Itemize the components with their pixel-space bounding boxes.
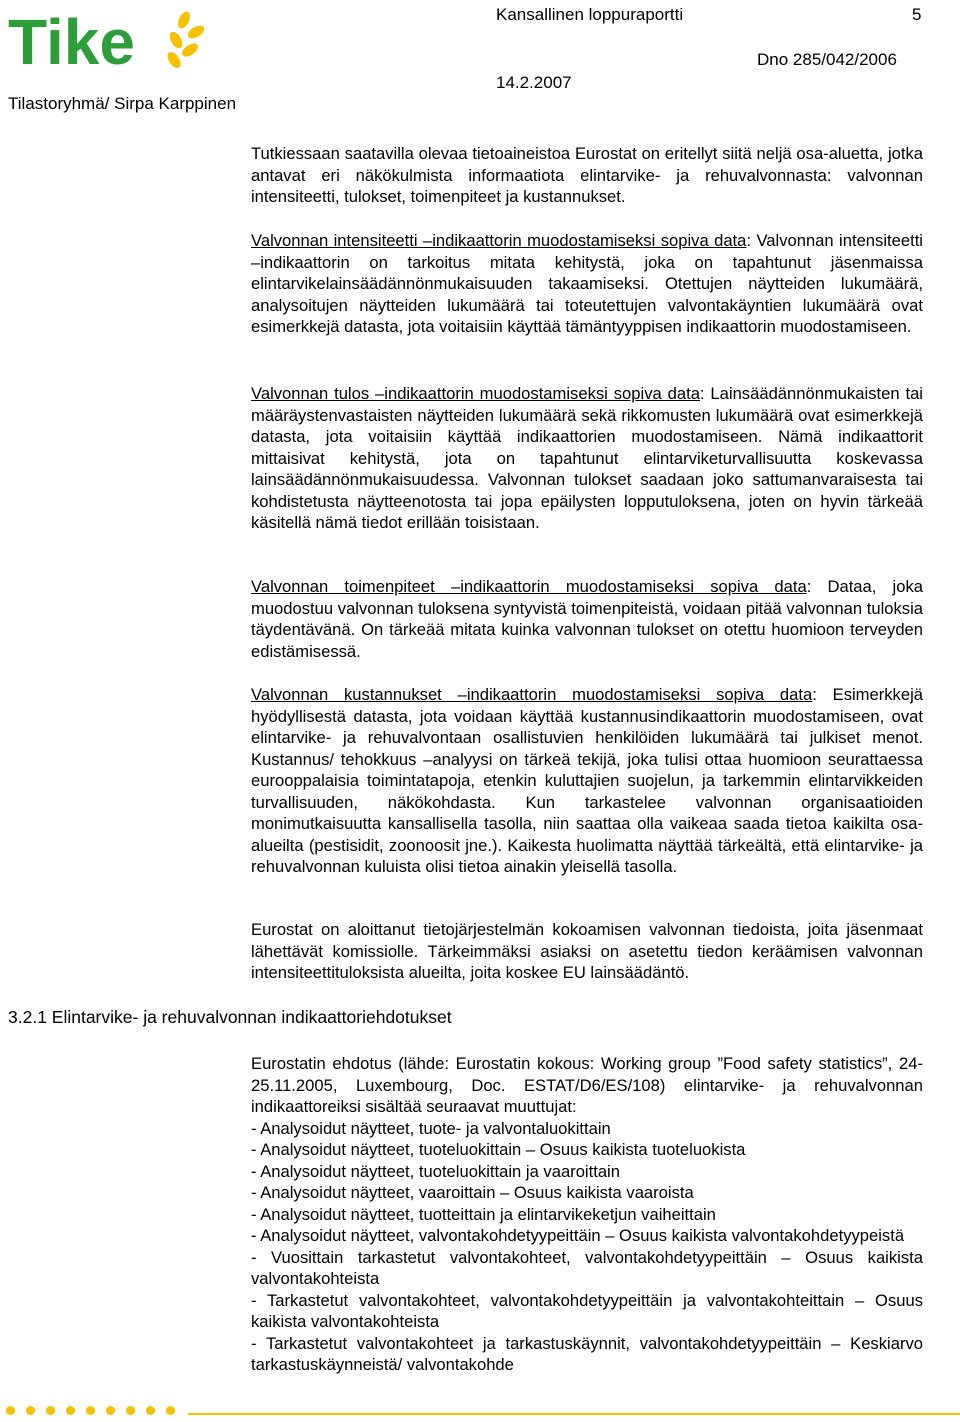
list-item: - Analysoidut näytteet, vaaroittain – Osuus kaikista vaaroista — [251, 1183, 694, 1202]
document-date: 14.2.2007 — [496, 73, 572, 92]
list-item: - Analysoidut näytteet, tuoteluokittain ja vaaroittain — [251, 1161, 620, 1181]
intensity-heading: Valvonnan intensiteetti –indikaattorin muodostamiseksi sopiva data — [251, 231, 747, 250]
page-number: 5 — [912, 5, 922, 24]
intensity-paragraph — [251, 230, 923, 338]
measures-paragraph — [251, 576, 923, 662]
wheat-icon — [165, 10, 206, 71]
section-heading: 3.2.1 Elintarvike- ja rehuvalvonnan indikaattoriehdotukset — [8, 1007, 452, 1027]
list-item: - Analysoidut näytteet, tuote- ja valvontaluokittain — [251, 1118, 611, 1138]
footer-divider — [188, 1413, 960, 1415]
costs-heading: Valvonnan kustannukset –indikaattorin muodostamiseksi sopiva data — [251, 685, 813, 704]
author-subtitle: Tilastoryhmä/ Sirpa Karppinen — [8, 94, 237, 113]
list-item: - Analysoidut näytteet, tuoteluokittain – Osuus kaikista tuoteluokista — [251, 1140, 746, 1159]
proposal-intro: Eurostatin ehdotus (lähde: Eurostatin kokous: Working group ”Food safety statistics”, 24-25.11.2005, Luxembourg, Doc. ESTAT/D6/ES/108) elintarvike- ja rehuvalvonnan indikaattoreiksi sisältää seuraavat muuttujat: — [251, 1054, 923, 1116]
intro-paragraph: Tutkiessaan saatavilla olevaa tietoaineistoa Eurostat on eritellyt siitä neljä osa-aluetta, jotka antavat eri näkökulmista informaatiota elintarvike- ja rehuvalvonnasta: valvonnan intensiteetti, tulokset, toimenpiteet ja kustannukset. — [251, 144, 923, 206]
results-paragraph — [251, 383, 923, 534]
list-item: - Tarkastetut valvontakohteet, valvontakohdetyypeittäin ja valvontakohteittain – Osuus kaikista valvontakohteista — [251, 1290, 923, 1331]
list-item: - Analysoidut näytteet, valvontakohdetyypeittäin – Osuus kaikista valvontakohdetyypeistä — [251, 1226, 905, 1245]
logo-wordmark: Tike — [8, 6, 135, 76]
results-heading: Valvonnan tulos –indikaattorin muodostamiseksi sopiva data — [251, 384, 700, 403]
list-item: - Analysoidut näytteet, tuotteittain ja elintarvikeketjun vaiheittain — [251, 1204, 716, 1224]
document-number: Dno 285/042/2006 — [757, 50, 897, 69]
results-text: : Lainsäädännönmukaisten tai määräystenvastaisten näytteiden lukumäärä sekä rikkomusten lukumäärä ovat esimerkkejä datasta, jota voitaisiin käyttää indikaattorien muodostamiseen. Nämä indikaattorit mittaisivat kehitystä, jota on tapahtunut elintarviketurvallisuutta koskevassa lainsäädännönmukaisuudessa. Valvonnan tulokset saadaan joko sattumanvaraisesta tai kohdistetusta näytteenotosta tai jopa epäilysten lopputuloksena, joten on hyvin tärkeää käsitellä nämä tiedot erillään toisistaan. — [251, 384, 923, 532]
intensity-text: : Valvonnan intensiteetti –indikaattorin on tarkoitus mitata kehitystä, joka on tapahtunut jäsenmaissa elintarvikelainsäädännönmukaisuuden takaamiseksi. Otettujen näytteiden lukumäärä, analysoitujen näytteiden lukumäärä tai toteutettujen valvontakäyntien lukumäärä ovat esimerkkejä datasta, jota voitaisiin käyttää tämäntyyppisen indikaattorin muodostamiseen. — [251, 231, 923, 336]
tike-logo — [6, 6, 206, 76]
list-item: - Vuosittain tarkastetut valvontakohteet, valvontakohdetyypeittäin – Osuus kaikista valvontakohteista — [251, 1247, 923, 1288]
proposal-block — [251, 1053, 923, 1376]
report-title: Kansallinen loppuraportti — [496, 5, 684, 24]
costs-text: : Esimerkkejä hyödyllisestä datasta, jota voidaan käyttää kustannusindikaattorin muodostamiseen, ovat elintarvike- ja rehuvalvontaan osallistuvien henkilöiden lukumäärä tai julkiset menot. Kustannus/ tehokkuus –analyysi on tärkeä tekijä, joka tulisi ottaa huomioon seurattaessa eurooppalaisia toimintatapoja, etenkin kuluttajien suojelun, ja tarkemmin elintarvikkeiden turvallisuuden, näkökohdasta. Kun tarkastelee valvonnan organisaatioiden monimutkaisuutta kansallisella tasolla, niin saattaa olla vaikeaa saada tietoa kaikilta osa-alueilta (pestisidit, zoonoosit jne.). Kaikesta huolimatta näyttää tärkeältä, että elintarvike- ja rehuvalvonnan kuluista olisi tietoa ainakin yleisellä tasolla. — [251, 685, 923, 876]
footer-dots-decoration — [4, 1402, 960, 1420]
list-item: - Tarkastetut valvontakohteet ja tarkastuskäynnit, valvontakohdetyypeittäin – Keskiarvo tarkastuskäynneistä/ valvontakohde — [251, 1333, 923, 1374]
eurostat-note-paragraph: Eurostat on aloittanut tietojärjestelmän kokoamisen valvonnan tiedoista, joita jäsenmaat lähettävät komissiolle. Tärkeimmäksi asiaksi on asetettu tiedon keräämisen valvonnan intensiteettituloksista alueilta, joita koskee EU lainsäädäntö. — [251, 920, 923, 982]
measures-text: : Dataa, joka muodostuu valvonnan tuloksena syntyvistä toimenpiteistä, voidaan pitää valvonnan tuloksia täydentävänä. On tärkeää mitata kuinka valvonnan tulokset on otettu huomioon terveyden edistämisessä. — [251, 577, 924, 661]
measures-heading: Valvonnan toimenpiteet –indikaattorin muodostamiseksi sopiva data — [251, 577, 807, 596]
costs-paragraph — [251, 684, 923, 878]
